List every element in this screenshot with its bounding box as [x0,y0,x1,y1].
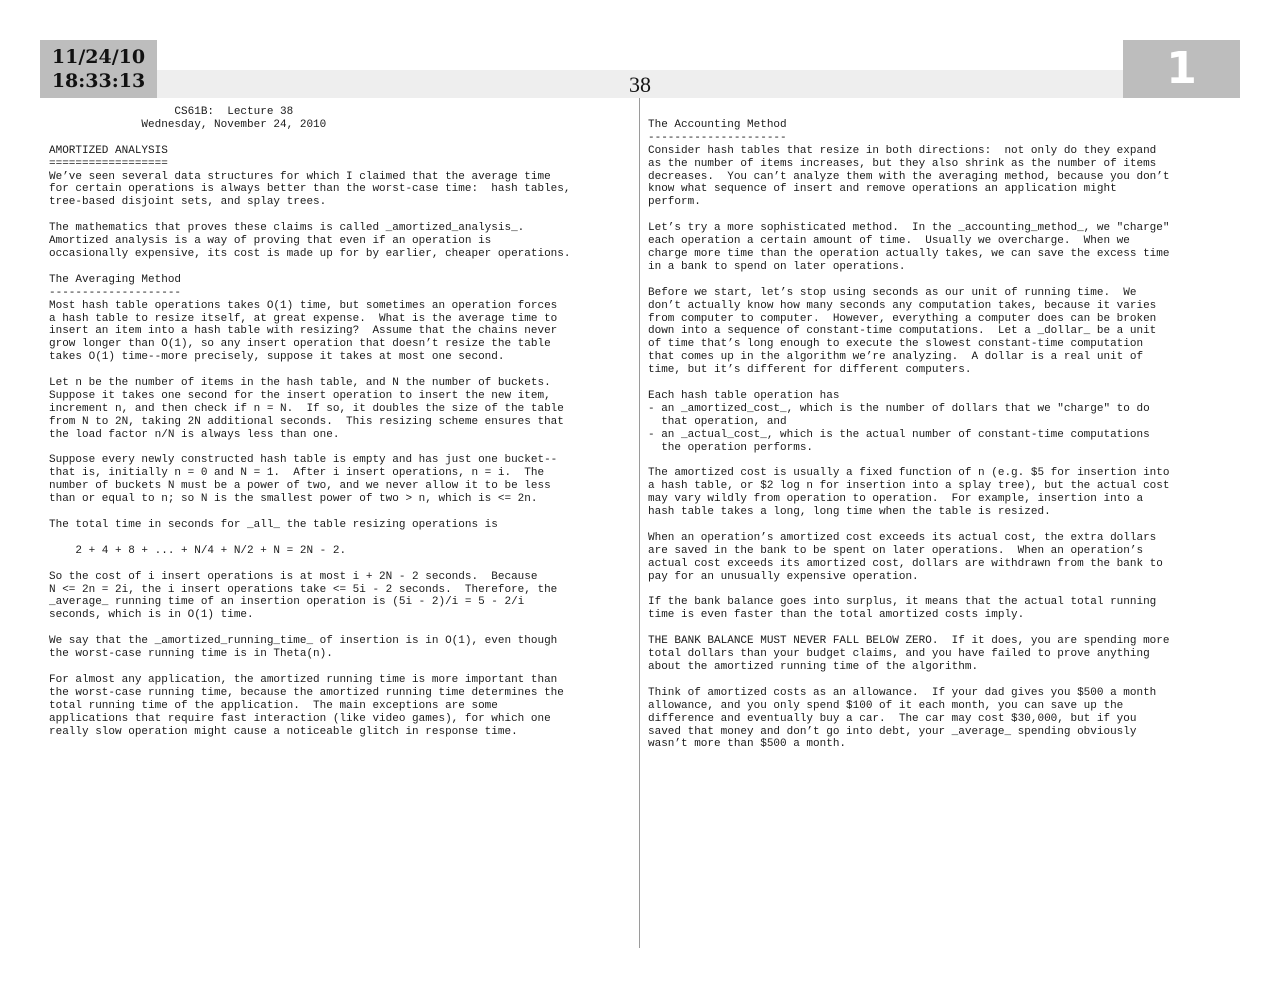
page-number: 1 [1123,40,1240,98]
print-date: 11/24/10 [51,46,146,68]
column-divider [639,98,640,948]
left-column-text: CS61B: Lecture 38 Wednesday, November 24, 2010 AMORTIZED ANALYSIS ================== We’ve seen several data structures for which I claimed that the average time for certain operations is always better than the worst-case time: hash tables, tree-based disjoint sets, and splay trees. The mathematics that proves these claims is called _amortized_analysis_. Amortized analysis is a way of proving that even if an operation is occasionally expensive, its cost is made up for by earlier, cheaper operations. The Averaging Method -------------------- Most hash table operations takes O(1) time, but sometimes an operation forces a hash table to resize itself, at great expense. What is the average time to insert an item into a hash table with resizing? Assume that the chains never grow longer than O(1), so any insert operation that doesn’t resize the table takes O(1) time--more precisely, suppose it takes at most one second. Let n be the number of items in the hash table, and N the number of buckets. Suppose it takes one second for the insert operation to insert the new item, increment n, and then check if n = N. If so, it doubles the size of the table from N to 2N, taking 2N additional seconds. This resizing scheme ensures that the load factor n/N is always less than one. Suppose every newly constructed hash table is empty and has just one bucket-- that is, initially n = 0 and N = 1. After i insert operations, n = i. The number of buckets N must be a power of two, and we never allow it to be less than or equal to n; so N is the smallest power of two > n, which is <= 2n. The total time in seconds for _all_ the table resizing operations is 2 + 4 + 8 + ... + N/4 + N/2 + N = 2N - 2. So the cost of i insert operations is at most i + 2N - 2 seconds. Because N <= 2n = 2i, the i insert operations take <= 5i - 2 seconds. Therefore, the _average_ running time of an insertion operation is (5i - 2)/i = 5 - 2/i seconds, which is in O(1) time. We say that the _amortized_running_time_ of insertion is in O(1), even though the worst-case running time is in Theta(n). For almost any application, the amortized running time is more important than the worst-case running time, because the amortized running time determines the total running time of the application. The main exceptions are some applications that require fast interaction (like video games), for which one really slow operation might cause a noticeable glitch in response time. [49,106,571,738]
sheet-number: 38 [629,72,651,97]
print-timestamp [40,40,157,98]
print-time: 18:33:13 [51,70,146,92]
right-column-text: The Accounting Method --------------------- Consider hash tables that resize in both directions: not only do they expand as the number of items increases, but they also shrink as the number of items decreases. You can’t analyze them with the averaging method, because you don’t know what sequence of insert and remove operations an application might perform. Let’s try a more sophisticated method. In the _accounting_method_, we "charge" each operation a certain amount of time. Usually we overcharge. When we charge more time than the operation actually takes, we can save the excess time in a bank to spend on later operations. Before we start, let’s stop using seconds as our unit of running time. We don’t actually know how many seconds any computation takes, because it varies from computer to computer. However, everything a computer does can be broken down into a sequence of constant-time computations. Let a _dollar_ be a unit of time that’s long enough to execute the slowest constant-time computation that comes up in the algorithm we’re analyzing. A dollar is a real unit of time, but it’s different for different computers. Each hash table operation has - an _amortized_cost_, which is the number of dollars that we "charge" to do that operation, and - an _actual_cost_, which is the actual number of constant-time computations the operation performs. The amortized cost is usually a fixed function of n (e.g. $5 for insertion into a hash table, or $2 log n for insertion into a splay tree), but the actual cost may vary wildly from operation to operation. For example, insertion into a hash table takes a long, long time when the table is resized. When an operation’s amortized cost exceeds its actual cost, the extra dollars are saved in the bank to be spent on later operations. When an operation’s actual cost exceeds its amortized cost, dollars are withdrawn from the bank to pay for an unusually expensive operation. If the bank balance goes into surplus, it means that the actual total running time is even faster than the total amortized costs imply. THE BANK BALANCE MUST NEVER FALL BELOW ZERO. If it does, you are spending more total dollars than your budget claims, and you have failed to prove anything about the amortized running time of the algorithm. Think of amortized costs as an allowance. If your dad gives you $500 a month allowance, and you only spend $100 of it each month, you can save up the difference and eventually buy a car. The car may cost $30,000, but if you saved that money and don’t go into debt, your _average_ spending obviously wasn’t more than $500 a month. [648,118,1170,751]
